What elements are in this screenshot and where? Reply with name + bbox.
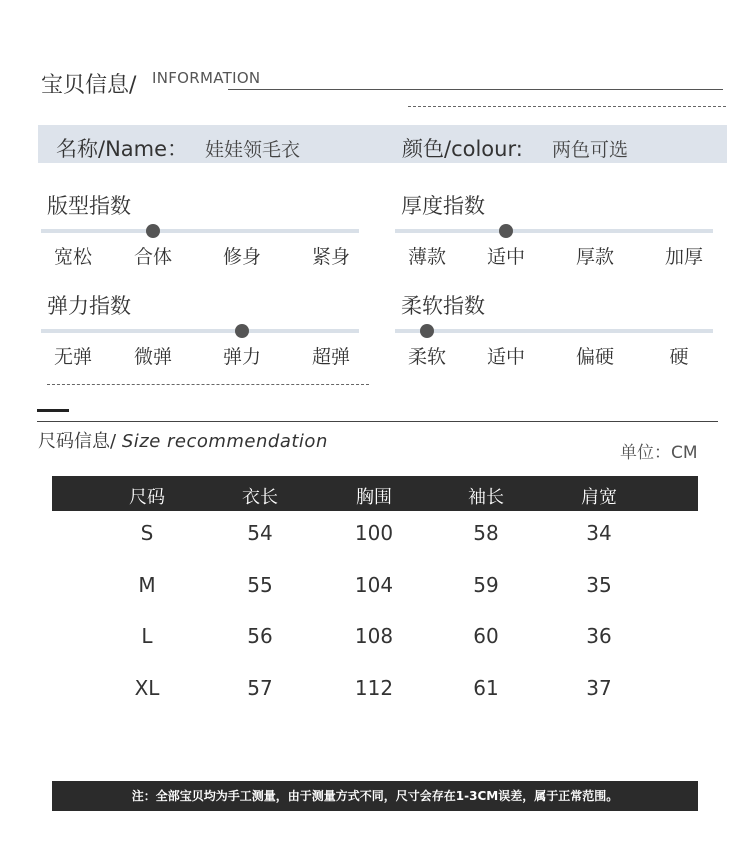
divider-line [37, 421, 718, 422]
table-cell-size: XL [134, 676, 160, 700]
measurement-note: 注：全部宝贝均为手工测量，由于测量方式不同，尺寸会存在1-3CM误差，属于正常范围。 [131, 789, 619, 803]
table-cell: 104 [354, 573, 394, 597]
table-cell: 60 [473, 624, 499, 648]
thickness-option: 加厚 [664, 246, 704, 268]
divider-line [228, 89, 723, 90]
table-cell: 59 [473, 573, 499, 597]
table-cell: 55 [247, 573, 273, 597]
softness-index-track [395, 329, 713, 333]
table-cell: 57 [247, 676, 273, 700]
thickness-option: 厚款 [575, 246, 615, 268]
elasticity-option: 弹力 [222, 346, 262, 368]
name-label: 名称/Name： [56, 137, 189, 161]
dashed-divider [47, 384, 369, 385]
softness-option: 柔软 [407, 346, 447, 368]
table-cell: 100 [354, 521, 394, 545]
unit-label: 单位：CM [620, 443, 698, 463]
colour-label: 颜色/colour: [402, 137, 523, 161]
softness-option: 适中 [486, 346, 526, 368]
size-title-en: Size recommendation [121, 431, 328, 452]
thickness-option: 薄款 [407, 246, 447, 268]
softness-index-knob [420, 324, 434, 338]
table-header-cell: 尺码 [129, 487, 165, 508]
table-header-cell: 肩宽 [581, 487, 617, 508]
elasticity-option: 微弹 [133, 346, 173, 368]
table-cell: 58 [473, 521, 499, 545]
softness-option: 偏硬 [575, 346, 615, 368]
elasticity-index-title: 弹力指数 [47, 294, 131, 318]
table-cell: 112 [354, 676, 394, 700]
thickness-option: 适中 [486, 246, 526, 268]
table-cell: 61 [473, 676, 499, 700]
fit-option: 宽松 [53, 246, 93, 268]
thickness-index-title: 厚度指数 [401, 194, 485, 218]
fit-index-title: 版型指数 [47, 194, 131, 218]
table-cell: 35 [586, 573, 612, 597]
table-header-cell: 衣长 [242, 487, 278, 508]
elasticity-index-track [41, 329, 359, 333]
colour-value: 两色可选 [552, 139, 629, 161]
section-title-info: 宝贝信息/ [41, 73, 137, 98]
section-subtitle-info: INFORMATION [152, 69, 261, 87]
table-cell-size: M [138, 573, 156, 597]
dashed-divider [408, 106, 726, 107]
table-cell: 36 [586, 624, 612, 648]
fit-index-track [41, 229, 359, 233]
name-value: 娃娃领毛衣 [205, 139, 301, 161]
table-header-cell: 胸围 [356, 487, 392, 508]
table-cell: 37 [586, 676, 612, 700]
thickness-index-track [395, 229, 713, 233]
table-header-cell: 袖长 [468, 487, 504, 508]
elasticity-option: 超弹 [311, 346, 351, 368]
fit-index-knob [146, 224, 160, 238]
thickness-index-knob [499, 224, 513, 238]
fit-option: 合体 [133, 246, 173, 268]
section-accent-bar [37, 409, 69, 412]
table-cell: 56 [247, 624, 273, 648]
size-section-title [38, 427, 328, 453]
table-cell: 34 [586, 521, 612, 545]
size-title-cn: 尺码信息/ [38, 431, 117, 452]
softness-index-title: 柔软指数 [401, 294, 485, 318]
table-cell: 54 [247, 521, 273, 545]
softness-option: 硬 [669, 346, 689, 368]
table-cell: 108 [354, 624, 394, 648]
elasticity-option: 无弹 [53, 346, 93, 368]
fit-option: 修身 [222, 246, 262, 268]
table-cell-size: S [140, 521, 154, 545]
elasticity-index-knob [235, 324, 249, 338]
table-cell-size: L [141, 624, 153, 648]
fit-option: 紧身 [311, 246, 351, 268]
